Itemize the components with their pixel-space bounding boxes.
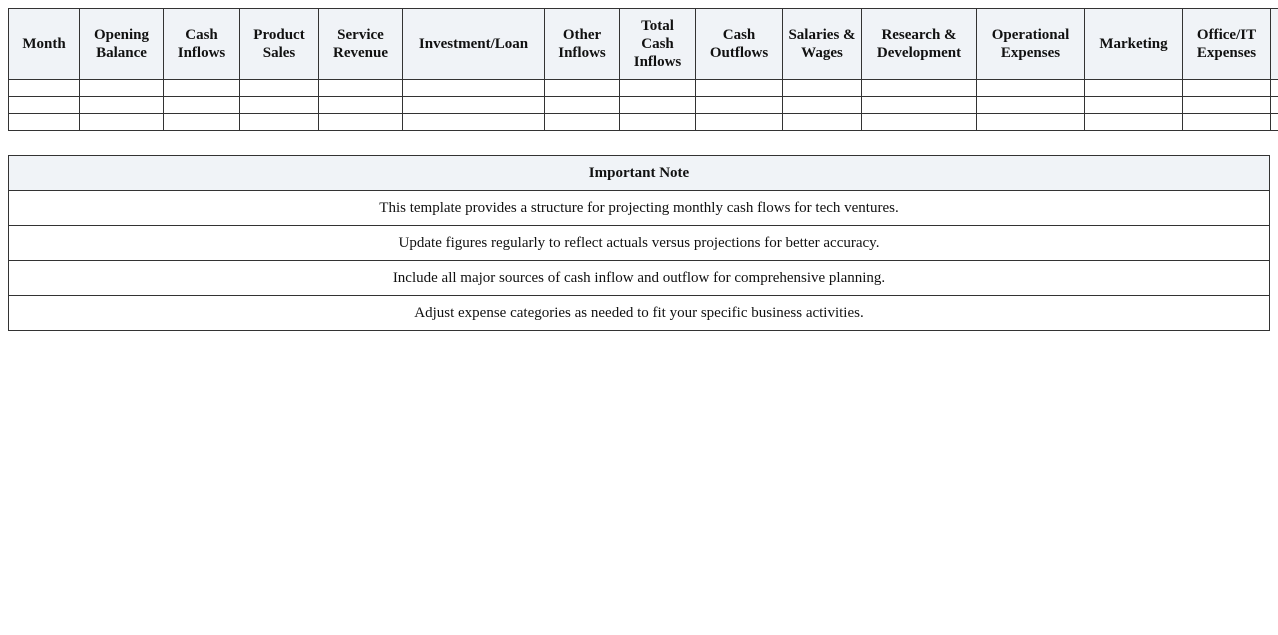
column-header-investment-loan: Investment/Loan (403, 9, 545, 80)
note-header-row (9, 156, 1270, 191)
table-cell[interactable] (164, 114, 240, 131)
table-row (9, 97, 1278, 114)
table-cell[interactable] (862, 97, 977, 114)
column-header-cut-off (1271, 9, 1278, 80)
table-cell[interactable] (80, 114, 164, 131)
cashflow-table-container (8, 8, 1278, 131)
column-header-marketing: Marketing (1085, 9, 1183, 80)
column-header-total-cash-inflows: Total Cash Inflows (620, 9, 696, 80)
table-cell[interactable] (164, 80, 240, 97)
table-row (9, 80, 1278, 97)
table-cell[interactable] (1271, 97, 1278, 114)
note-row (9, 226, 1270, 261)
note-row (9, 296, 1270, 331)
column-header-research-development: Research & Development (862, 9, 977, 80)
column-header-product-sales: Product Sales (240, 9, 319, 80)
table-row (9, 114, 1278, 131)
table-cell[interactable] (862, 80, 977, 97)
table-cell[interactable] (977, 80, 1085, 97)
table-cell[interactable] (620, 97, 696, 114)
note-text: Include all major sources of cash inflow and outflow for comprehensive planning. (9, 261, 1270, 296)
table-cell[interactable] (783, 97, 862, 114)
table-cell[interactable] (240, 114, 319, 131)
note-row (9, 191, 1270, 226)
table-cell[interactable] (620, 80, 696, 97)
table-cell[interactable] (240, 97, 319, 114)
table-cell[interactable] (696, 97, 783, 114)
table-cell[interactable] (1085, 97, 1183, 114)
table-cell[interactable] (977, 114, 1085, 131)
table-cell[interactable] (9, 114, 80, 131)
table-cell[interactable] (80, 97, 164, 114)
column-header-month: Month (9, 9, 80, 80)
note-text: This template provides a structure for projecting monthly cash flows for tech ventures. (9, 191, 1270, 226)
column-header-cash-inflows: Cash Inflows (164, 9, 240, 80)
column-header-service-revenue: Service Revenue (319, 9, 403, 80)
column-header-cash-outflows: Cash Outflows (696, 9, 783, 80)
column-header-salaries-wages: Salaries & Wages (783, 9, 862, 80)
table-cell[interactable] (783, 80, 862, 97)
table-cell[interactable] (9, 97, 80, 114)
table-cell[interactable] (1183, 97, 1271, 114)
header-row (9, 9, 1278, 80)
table-cell[interactable] (319, 114, 403, 131)
table-cell[interactable] (319, 97, 403, 114)
important-note-title: Important Note (9, 156, 1270, 191)
important-note-table (8, 155, 1270, 331)
column-header-office-it-expenses: Office/IT Expenses (1183, 9, 1271, 80)
table-cell[interactable] (1271, 114, 1278, 131)
column-header-opening-balance: Opening Balance (80, 9, 164, 80)
table-cell[interactable] (164, 97, 240, 114)
note-row (9, 261, 1270, 296)
table-cell[interactable] (862, 114, 977, 131)
cashflow-table (8, 8, 1278, 131)
table-cell[interactable] (620, 114, 696, 131)
table-cell[interactable] (1183, 114, 1271, 131)
table-cell[interactable] (9, 80, 80, 97)
table-cell[interactable] (696, 114, 783, 131)
table-cell[interactable] (403, 97, 545, 114)
table-cell[interactable] (696, 80, 783, 97)
table-cell[interactable] (545, 97, 620, 114)
table-cell[interactable] (977, 97, 1085, 114)
table-cell[interactable] (80, 80, 164, 97)
table-cell[interactable] (403, 80, 545, 97)
table-cell[interactable] (403, 114, 545, 131)
note-text: Update figures regularly to reflect actuals versus projections for better accuracy. (9, 226, 1270, 261)
note-text: Adjust expense categories as needed to fit your specific business activities. (9, 296, 1270, 331)
table-cell[interactable] (1085, 80, 1183, 97)
table-cell[interactable] (545, 80, 620, 97)
table-cell[interactable] (240, 80, 319, 97)
table-cell[interactable] (1085, 114, 1183, 131)
table-cell[interactable] (1183, 80, 1271, 97)
table-cell[interactable] (319, 80, 403, 97)
table-cell[interactable] (783, 114, 862, 131)
table-cell[interactable] (1271, 80, 1278, 97)
column-header-operational-expenses: Operational Expenses (977, 9, 1085, 80)
table-cell[interactable] (545, 114, 620, 131)
column-header-other-inflows: Other Inflows (545, 9, 620, 80)
